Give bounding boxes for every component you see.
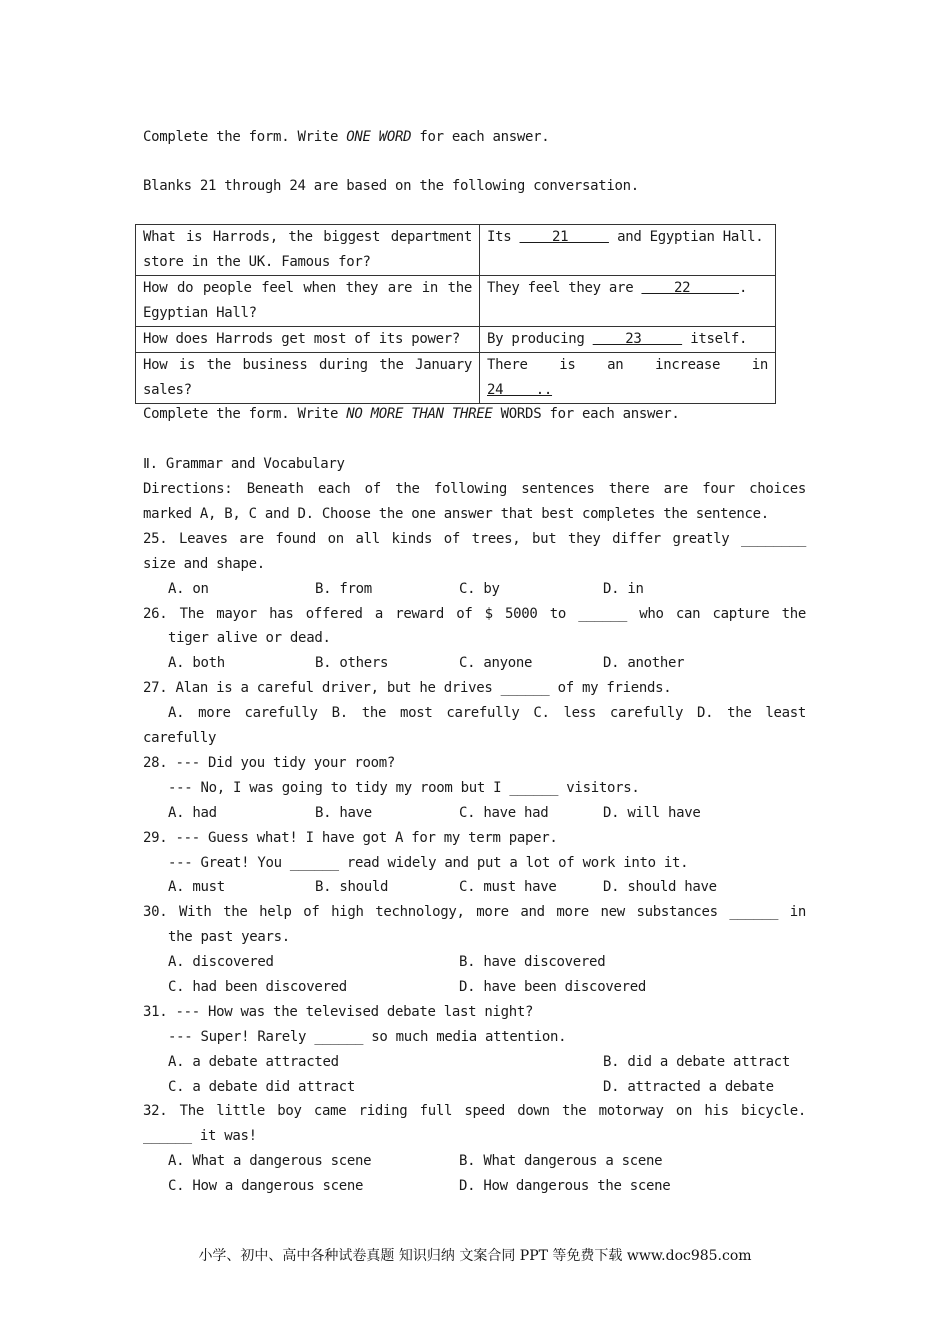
option-c[interactable]: C. How a dangerous scene [168, 1178, 364, 1194]
answer-text: itself. [682, 331, 748, 347]
question-27-options[interactable]: A. more carefully B. the most carefully C. less carefully D. the least [168, 705, 806, 721]
answer-cell [480, 353, 776, 404]
option-b[interactable]: B. have [315, 805, 372, 821]
question-27-options-wrap: carefully [143, 730, 217, 746]
conversation-intro: Blanks 21 through 24 are based on the following conversation. [143, 178, 639, 194]
page-footer: 小学、初中、高中各种试卷真题 知识归纳 文案合同 PPT 等免费下载 www.doc985.com [198, 1248, 752, 1264]
instruction-emphasis: ONE WORD [346, 129, 412, 145]
section-heading: Ⅱ. Grammar and Vocabulary [143, 456, 345, 472]
directions-line: marked A, B, C and D. Choose the one answer that best completes the sentence. [143, 506, 769, 522]
option-a[interactable]: A. discovered [168, 954, 274, 970]
option-a[interactable]: A. on [168, 581, 209, 597]
option-d[interactable]: D. in [603, 581, 644, 597]
answer-text: . [739, 280, 748, 296]
question-text: What is Harrods, the biggest department [143, 229, 472, 245]
question-32: 32. The little boy came riding full speed down the motorway on his bicycle. [143, 1103, 806, 1119]
question-30: 30. With the help of high technology, more and more new substances ______ in [143, 904, 806, 920]
question-25-cont: size and shape. [143, 556, 265, 572]
instruction-emphasis: NO MORE THAN THREE [346, 406, 493, 422]
question-32-cont: ______ it was! [143, 1128, 257, 1144]
answer-cell [480, 327, 776, 353]
option-c[interactable]: C. have had [459, 805, 549, 821]
answer-text: Its [487, 229, 520, 245]
question-text: store in the UK. Famous for? [143, 254, 371, 270]
option-b[interactable]: B. What dangerous a scene [459, 1153, 663, 1169]
instruction-three-words [143, 402, 680, 427]
question-28: 28. --- Did you tidy your room? [143, 755, 395, 771]
answer-blank-22[interactable]: 22 [641, 280, 739, 296]
question-cell [136, 225, 480, 276]
instruction-text: WORDS for each answer. [492, 406, 680, 422]
question-30-cont: the past years. [168, 929, 290, 945]
question-29: 29. --- Guess what! I have got A for my term paper. [143, 830, 558, 846]
option-d[interactable]: D. have been discovered [459, 979, 646, 995]
option-a[interactable]: A. had [168, 805, 217, 821]
form-table [135, 224, 776, 404]
answer-cell [480, 225, 776, 276]
option-b[interactable]: B. did a debate attract [603, 1054, 790, 1070]
question-25: 25. Leaves are found on all kinds of trees, but they differ greatly ________ [143, 531, 806, 547]
question-28-cont: --- No, I was going to tidy my room but I ______ visitors. [168, 780, 640, 796]
question-text: How does Harrods get most of its power? [143, 331, 461, 347]
instruction-text: Complete the form. Write [143, 406, 347, 422]
option-d[interactable]: D. attracted a debate [603, 1079, 774, 1095]
table-row [136, 327, 776, 353]
answer-text: They feel they are [487, 280, 642, 296]
answer-blank-21[interactable]: 21 [519, 229, 609, 245]
option-a[interactable]: A. a debate attracted [168, 1054, 339, 1070]
answer-text: By producing [487, 331, 593, 347]
option-a[interactable]: A. What a dangerous scene [168, 1153, 372, 1169]
question-text: How is the business during the January [143, 357, 472, 373]
option-c[interactable]: C. had been discovered [168, 979, 347, 995]
option-a[interactable]: A. must [168, 879, 225, 895]
option-c[interactable]: C. by [459, 581, 500, 597]
option-b[interactable]: B. have discovered [459, 954, 606, 970]
option-b[interactable]: B. from [315, 581, 372, 597]
directions-line: Directions: Beneath each of the following sentences there are four choices [143, 481, 806, 497]
option-c[interactable]: C. a debate did attract [168, 1079, 355, 1095]
question-26: 26. The mayor has offered a reward of $ 5000 to ______ who can capture the [143, 606, 806, 622]
question-text: How do people feel when they are in the [143, 280, 472, 296]
instruction-text: Complete the form. Write [143, 129, 347, 145]
question-29-cont: --- Great! You ______ read widely and put a lot of work into it. [168, 855, 689, 871]
option-d[interactable]: D. will have [603, 805, 701, 821]
table-row [136, 225, 776, 276]
question-cell [136, 353, 480, 404]
answer-text: There is an increase in [487, 357, 768, 373]
answer-text: and Egyptian Hall. [608, 229, 764, 245]
option-c[interactable]: C. anyone [459, 655, 533, 671]
question-31-cont: --- Super! Rarely ______ so much media attention. [168, 1029, 567, 1045]
answer-blank-23[interactable]: 23 [592, 331, 683, 347]
answer-blank-24[interactable]: 24 .. [487, 382, 553, 398]
question-text: sales? [143, 382, 192, 398]
option-b[interactable]: B. should [315, 879, 389, 895]
question-27: 27. Alan is a careful driver, but he drives ______ of my friends. [143, 680, 672, 696]
question-text: Egyptian Hall? [143, 305, 257, 321]
instruction-one-word [143, 125, 549, 150]
question-26-cont: tiger alive or dead. [168, 630, 331, 646]
answer-cell [480, 276, 776, 327]
table-row [136, 276, 776, 327]
question-cell [136, 276, 480, 327]
question-cell [136, 327, 480, 353]
option-a[interactable]: A. both [168, 655, 225, 671]
option-d[interactable]: D. another [603, 655, 685, 671]
option-b[interactable]: B. others [315, 655, 389, 671]
instruction-text: for each answer. [411, 129, 550, 145]
table-row [136, 353, 776, 404]
question-31: 31. --- How was the televised debate last night? [143, 1004, 534, 1020]
option-c[interactable]: C. must have [459, 879, 557, 895]
option-d[interactable]: D. How dangerous the scene [459, 1178, 671, 1194]
option-d[interactable]: D. should have [603, 879, 717, 895]
